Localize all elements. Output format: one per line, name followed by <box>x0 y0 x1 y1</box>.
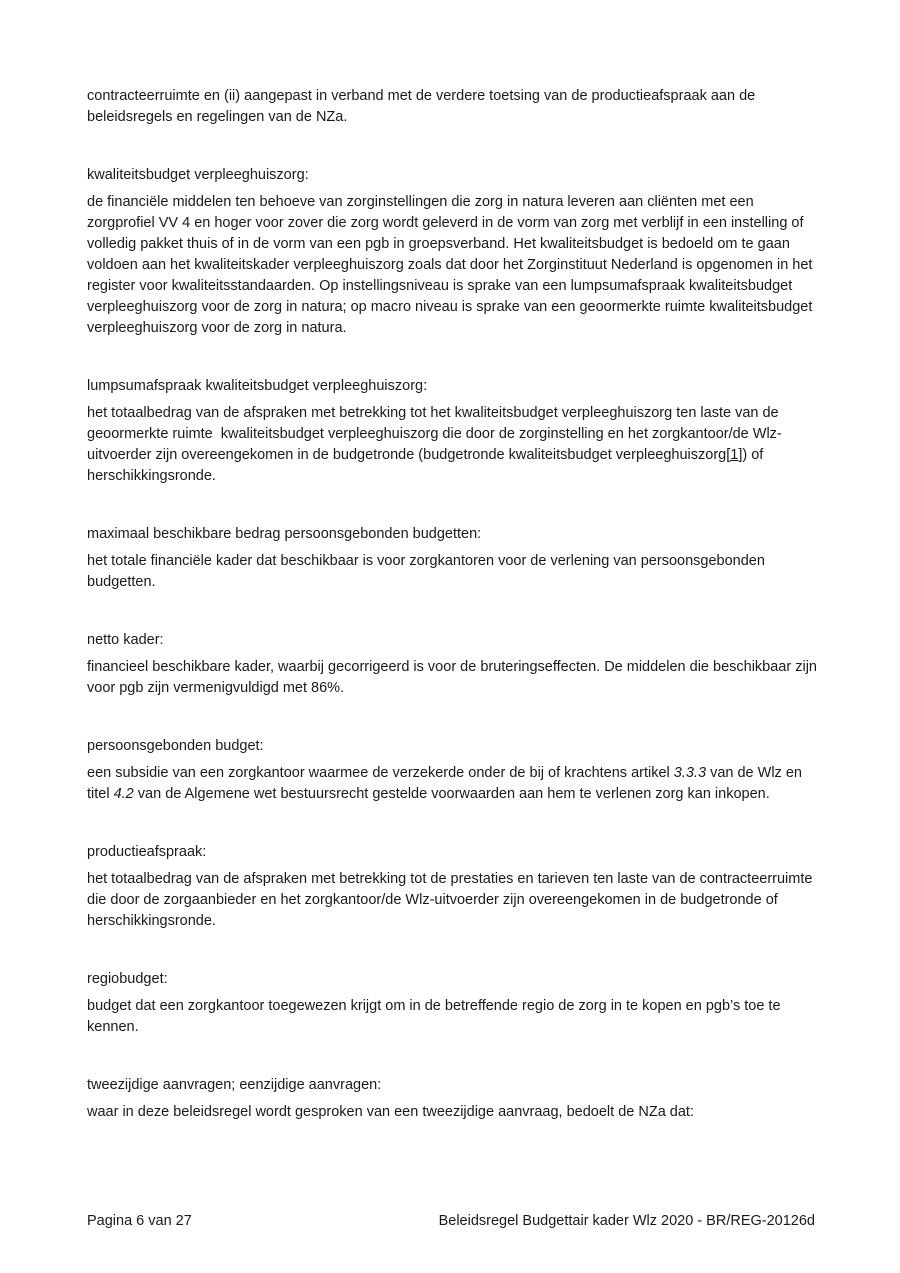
definition-section-productieafspraak <box>87 842 820 932</box>
term-heading: maximaal beschikbare bedrag persoonsgebonden budgetten: <box>87 526 482 542</box>
definition-paragraph <box>87 763 820 805</box>
legal-reference: 4.2 <box>113 786 134 802</box>
legal-reference: 3.3.3 <box>673 765 707 781</box>
definition-section-tweezijdige-aanvragen <box>87 1075 820 1123</box>
document-title: Beleidsregel Budgettair kader Wlz 2020 - BR/REG-20126d <box>438 1213 815 1229</box>
term-heading: tweezijdige aanvragen; eenzijdige aanvragen: <box>87 1077 382 1093</box>
definition-paragraph: financieel beschikbare kader, waarbij gecorrigeerd is voor de bruteringseffecten. De middelen die beschikbaar zijn voor pgb zijn vermenigvuldigd met 86%. <box>87 659 822 696</box>
definition-paragraph <box>87 403 820 487</box>
definition-text: van de Algemene wet bestuursrecht gestelde voorwaarden aan hem te verlenen zorg kan inkopen. <box>133 786 770 802</box>
term-heading: kwaliteitsbudget verpleeghuiszorg: <box>87 167 309 183</box>
term-heading: persoonsgebonden budget: <box>87 738 264 754</box>
intro-paragraph: contracteerruimte en (ii) aangepast in verband met de verdere toetsing van de productieafspraak aan de beleidsregels en regelingen van de NZa. <box>87 88 760 125</box>
definition-section-kwaliteitsbudget <box>87 165 820 339</box>
term-heading: netto kader: <box>87 632 164 648</box>
definition-paragraph: het totale financiële kader dat beschikbaar is voor zorgkantoren voor de verlening van persoonsgebonden budgetten. <box>87 553 769 590</box>
definition-text: een subsidie van een zorgkantoor waarmee de verzekerde onder de bij of krachtens artikel <box>87 765 674 781</box>
definition-paragraph: het totaalbedrag van de afspraken met betrekking tot de prestaties en tarieven ten laste van de contracteerruimte die door de zorgaanbieder en het zorgkantoor/de Wlz-uitvoerder zijn overeengekomen in de budgetronde of herschikkingsronde. <box>87 871 817 929</box>
definition-text: het totaalbedrag van de afspraken met betrekking tot het kwaliteitsbudget verpleeghuiszorg ten laste van de geoormerkte ruimte kwaliteitsbudget verpleeghuiszorg die door de zorginstelling en het zorgkantoor/de Wlz-uitvoerder zijn overeengekomen in de budgetronde (budgetronde kwaliteitsbudget verpleeghuiszorg <box>87 405 783 463</box>
definition-paragraph: de financiële middelen ten behoeve van zorginstellingen die zorg in natura leveren aan cliënten met een zorgprofiel VV 4 en hoger voor zover die zorg wordt geleverd in de vorm van zorg met verblijf in een instelling of volledig pakket thuis of in de vorm van een pgb in groepsverband. Het kwaliteitsbudget is bedoeld om te gaan voldoen aan het kwaliteitskader verpleeghuiszorg zoals dat door het Zorginstituut Nederland is opgenomen in het register voor kwaliteitsstandaarden. Op instellingsniveau is sprake van een lumpsumafspraak kwaliteitsbudget verpleeghuiszorg voor de zorg in natura; op macro niveau is sprake van een geoormerkte ruimte kwaliteitsbudget verpleeghuiszorg voor de zorg in natura. <box>87 194 817 336</box>
definition-section-persoonsgebonden-budget <box>87 736 820 805</box>
term-heading: lumpsumafspraak kwaliteitsbudget verpleeghuiszorg: <box>87 378 428 394</box>
definition-section-lumpsumafspraak <box>87 376 820 487</box>
definition-paragraph: waar in deze beleidsregel wordt gesproken van een tweezijdige aanvraag, bedoelt de NZa dat: <box>87 1104 694 1120</box>
page-number: Pagina 6 van 27 <box>87 1213 192 1229</box>
page-footer <box>87 1211 815 1232</box>
definition-section-regiobudget <box>87 969 820 1038</box>
term-heading: regiobudget: <box>87 971 168 987</box>
definition-text: van de Wlz en titel <box>87 765 806 802</box>
term-heading: productieafspraak: <box>87 844 207 860</box>
definition-text: ) of herschikkingsronde. <box>87 447 768 484</box>
footnote-ref-link[interactable]: [1] <box>726 447 743 463</box>
document-body <box>87 86 820 1123</box>
definition-paragraph: budget dat een zorgkantoor toegewezen krijgt om in de betreffende regio de zorg in te kopen en pgb’s toe te kennen. <box>87 998 785 1035</box>
definition-section-maximaal-beschikbare-bedrag <box>87 524 820 593</box>
definition-section-netto-kader <box>87 630 820 699</box>
